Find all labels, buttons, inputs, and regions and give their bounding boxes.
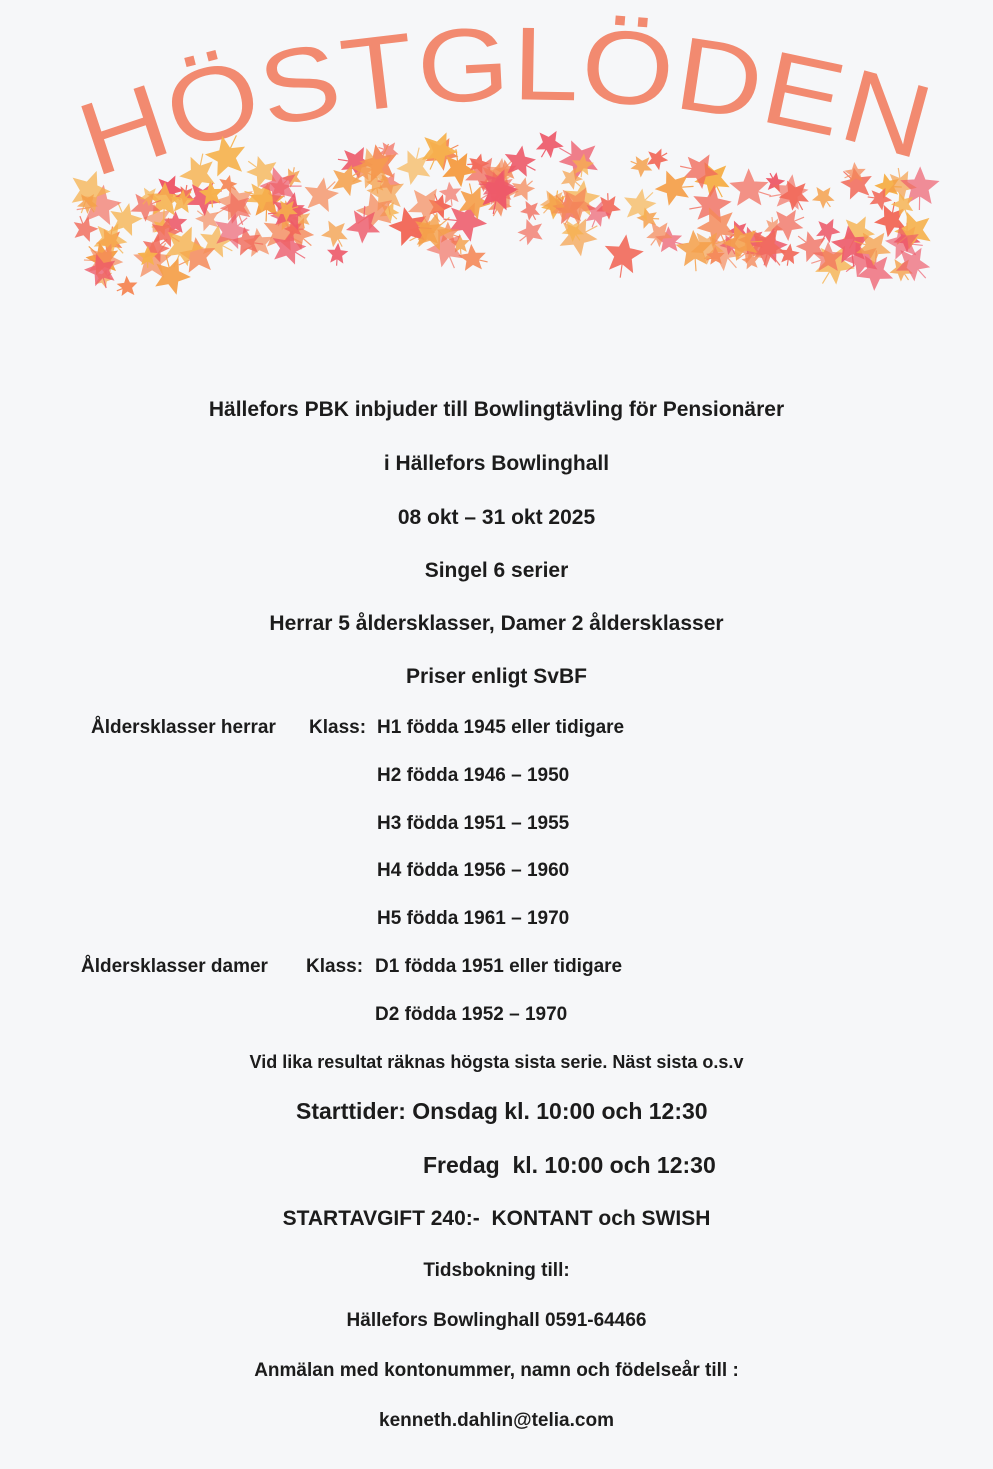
- class-h5: H5 födda 1961 – 1970: [377, 908, 570, 929]
- women-klass-label: Klass:: [306, 956, 364, 977]
- class-h3: H3 födda 1951 – 1955: [377, 813, 570, 834]
- poster-title: HÖSTGLÖDEN: [65, 6, 935, 200]
- maple-leaf-icon: [627, 153, 655, 179]
- prizes-line: Priser enligt SvBF: [406, 665, 587, 688]
- start-times-line2: Fredag kl. 10:00 och 12:30: [423, 1152, 716, 1178]
- maple-leaf-icon: [512, 215, 547, 250]
- tiebreak-rule: Vid lika resultat räknas högsta sista serie. Näst sista o.s.v: [249, 1052, 744, 1072]
- dates-line: 08 okt – 31 okt 2025: [397, 506, 596, 529]
- format-line: Singel 6 serier: [424, 559, 569, 582]
- women-classes-label: Åldersklasser damer: [81, 956, 268, 977]
- booking-contact: Hällefors Bowlinghall 0591-64466: [346, 1310, 647, 1331]
- maple-leaf-icon: [809, 183, 838, 213]
- class-h4: H4 födda 1956 – 1960: [377, 860, 570, 881]
- start-times-line1: Starttider: Onsdag kl. 10:00 och 12:30: [296, 1098, 708, 1124]
- registration-email: kenneth.dahlin@telia.com: [379, 1410, 614, 1431]
- class-d1: D1 födda 1951 eller tidigare: [375, 956, 623, 977]
- men-classes-label: Åldersklasser herrar: [91, 717, 276, 738]
- fee-line: STARTAVGIFT 240:- KONTANT och SWISH: [282, 1207, 711, 1230]
- registration-label: Anmälan med kontonummer, namn och födelseår till :: [254, 1360, 739, 1381]
- maple-leaf-icon: [113, 275, 139, 299]
- class-h2: H2 födda 1946 – 1950: [377, 765, 570, 786]
- invite-line: Hällefors PBK inbjuder till Bowlingtävling för Pensionärer: [208, 398, 785, 421]
- class-h1: H1 födda 1945 eller tidigare: [377, 717, 625, 738]
- men-klass-label: Klass:: [309, 717, 367, 738]
- classes-line: Herrar 5 åldersklasser, Damer 2 åldersklasser: [269, 612, 724, 635]
- maple-leaf-icon: [531, 126, 567, 164]
- booking-label: Tidsbokning till:: [423, 1260, 570, 1281]
- maple-leaf-icon: [395, 144, 434, 187]
- maple-leaf-icon: [602, 233, 644, 280]
- venue-line: i Hällefors Bowlinghall: [383, 452, 610, 475]
- maple-leaf-icon: [327, 244, 347, 267]
- header-banner: [0, 0, 993, 360]
- maple-leaf-icon: [519, 198, 544, 224]
- class-d2: D2 födda 1952 – 1970: [375, 1004, 568, 1025]
- maple-leaf-icon: [318, 216, 352, 252]
